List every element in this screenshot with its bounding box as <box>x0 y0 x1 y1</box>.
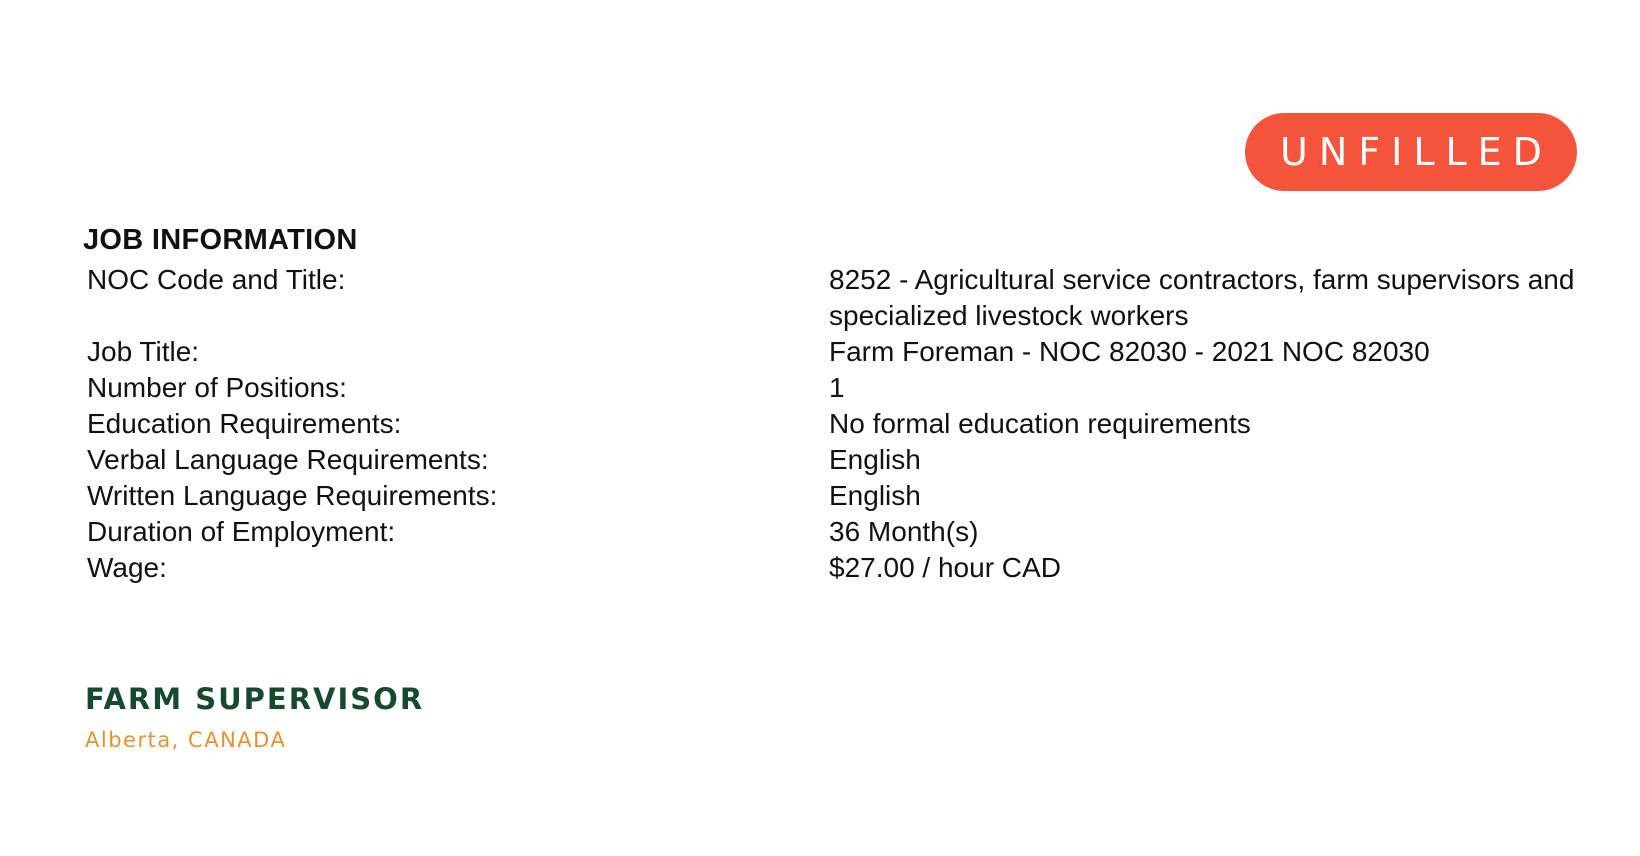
info-row-job-title <box>87 334 1627 370</box>
info-row-wage <box>87 550 1627 586</box>
info-label: Wage: <box>87 552 167 583</box>
info-value: No formal education requirements <box>829 408 1251 439</box>
info-row-written-language <box>87 478 1627 514</box>
job-information-heading: JOB INFORMATION <box>83 224 358 256</box>
info-value: $27.00 / hour CAD <box>829 552 1061 583</box>
job-information-table <box>87 262 1627 586</box>
info-row-positions <box>87 370 1627 406</box>
info-row-verbal-language <box>87 442 1627 478</box>
info-value: Farm Foreman - NOC 82030 - 2021 NOC 82030 <box>829 336 1430 367</box>
info-label: NOC Code and Title: <box>87 264 346 295</box>
info-label: Written Language Requirements: <box>87 480 498 511</box>
info-value: English <box>829 480 921 511</box>
info-value: 1 <box>829 372 845 403</box>
info-row-duration <box>87 514 1627 550</box>
info-value: 8252 - Agricultural service contractors, farm supervisors and specialized livestock workers <box>829 264 1575 331</box>
info-label: Verbal Language Requirements: <box>87 444 489 475</box>
job-posting-title: FARM SUPERVISOR <box>85 682 425 716</box>
info-value: 36 Month(s) <box>829 516 979 547</box>
info-label: Education Requirements: <box>87 408 402 439</box>
info-label: Duration of Employment: <box>87 516 396 547</box>
info-label: Number of Positions: <box>87 372 347 403</box>
status-badge: UNFILLED <box>1245 113 1577 191</box>
job-posting-location: Alberta, CANADA <box>85 728 287 752</box>
info-label: Job Title: <box>87 336 200 367</box>
info-value: English <box>829 444 921 475</box>
info-row-education <box>87 406 1627 442</box>
info-row-noc-code <box>87 262 1627 334</box>
